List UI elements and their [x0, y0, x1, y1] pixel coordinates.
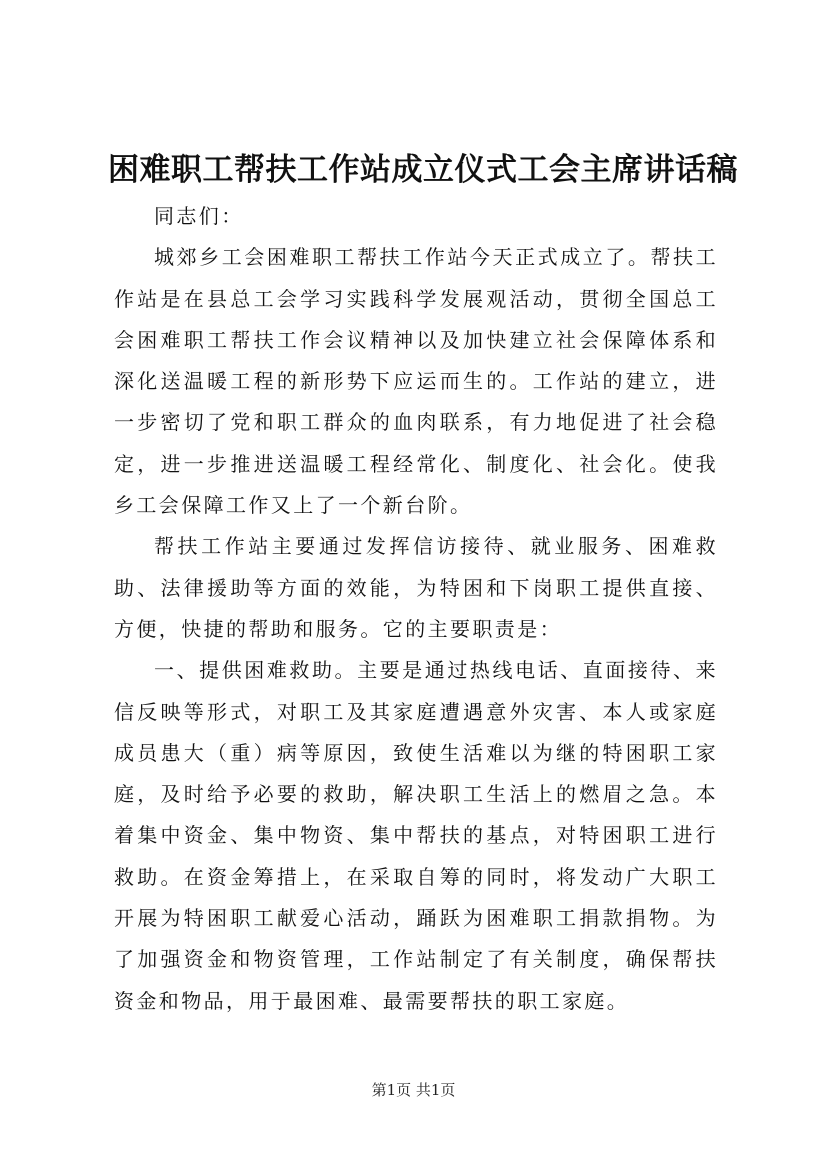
paragraph-1: 城郊乡工会困难职工帮扶工作站今天正式成立了。帮扶工作站是在县总工会学习实践科学发展观活动，贯彻全国总工会困难职工帮扶工作会议精神以及加快建立社会保障体系和深化送温暖工程的新形势下应运而生的。工作站的建立，进一步密切了党和职工群众的血肉联系，有力地促进了社会稳定，进一步推进送温暖工程经常化、制度化、社会化。使我乡工会保障工作又上了一个新台阶。 — [114, 245, 718, 518]
paragraph-2: 帮扶工作站主要通过发挥信访接待、就业服务、困难救助、法律援助等方面的效能，为特困和下岗职工提供直接、方便，快捷的帮助和服务。它的主要职责是： — [114, 534, 718, 641]
document-body — [114, 196, 718, 1022]
page-footer — [0, 1080, 827, 1100]
salutation: 同志们： — [154, 204, 244, 228]
page-number-label: 第1页 共1页 — [371, 1081, 456, 1099]
document-title: 困难职工帮扶工作站成立仪式工会主席讲话稿 — [108, 152, 738, 188]
paragraph-3: 一、提供困难救助。主要是通过热线电话、直面接待、来信反映等形式，对职工及其家庭遭遇意外灾害、本人或家庭成员患大（重）病等原因，致使生活难以为继的特困职工家庭，及时给予必要的救助，解决职工生活上的燃眉之急。本着集中资金、集中物资、集中帮扶的基点，对特困职工进行救助。在资金筹措上，在采取自筹的同时，将发动广大职工开展为特困职工献爱心活动，踊跃为困难职工捐款捐物。为了加强资金和物资管理，工作站制定了有关制度，确保帮扶资金和物品，用于最困难、最需要帮扶的职工家庭。 — [114, 658, 718, 1013]
